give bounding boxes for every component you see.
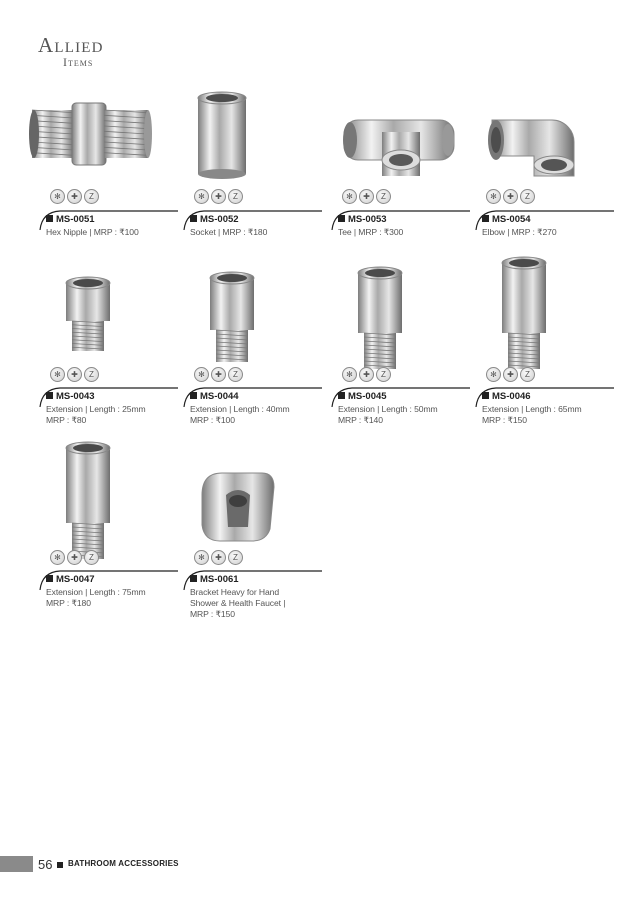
description-line: MRP : ₹180	[46, 598, 91, 608]
product-code-text: MS-0054	[492, 214, 531, 225]
z-handle-icon: Z	[520, 189, 535, 204]
handle-icons	[194, 367, 243, 382]
description-line: Socket | MRP : ₹180	[190, 227, 268, 237]
z-handle-icon: Z	[84, 367, 99, 382]
plus-handle-icon: ✚	[211, 189, 226, 204]
handle-icons	[50, 189, 99, 204]
page-title	[38, 34, 104, 68]
description-line: Extension | Length : 25mm	[46, 404, 146, 414]
product-code-text: MS-0052	[200, 214, 239, 225]
product-code-text: MS-0051	[56, 214, 95, 225]
socket-image	[192, 90, 252, 185]
product-code	[190, 574, 239, 585]
product-code	[482, 391, 531, 402]
handle-icons	[342, 189, 391, 204]
product-code	[482, 214, 531, 225]
section-name: BATHROOM ACCESSORIES	[68, 859, 179, 868]
handle-icons	[194, 189, 243, 204]
handle-icons	[50, 367, 99, 382]
plus-handle-icon: ✚	[503, 189, 518, 204]
product-code-text: MS-0044	[200, 391, 239, 402]
cross-handle-icon: ✻	[50, 550, 65, 565]
product-description	[190, 227, 308, 238]
cross-handle-icon: ✻	[50, 367, 65, 382]
page-footer	[0, 856, 638, 872]
description-line: MRP : ₹140	[338, 415, 383, 425]
description-line: Tee | MRP : ₹300	[338, 227, 404, 237]
cross-handle-icon: ✻	[194, 367, 209, 382]
plus-handle-icon: ✚	[211, 550, 226, 565]
footer-bullet	[57, 862, 63, 868]
elbow-image	[484, 110, 584, 185]
z-handle-icon: Z	[228, 367, 243, 382]
cross-handle-icon: ✻	[342, 189, 357, 204]
plus-handle-icon: ✚	[503, 367, 518, 382]
product-description	[482, 404, 600, 426]
handle-icons	[486, 367, 535, 382]
cross-handle-icon: ✻	[194, 189, 209, 204]
z-handle-icon: Z	[84, 550, 99, 565]
product-description	[46, 587, 164, 609]
product-description	[338, 227, 456, 238]
product-description	[190, 587, 308, 620]
description-line: Extension | Length : 65mm	[482, 404, 582, 414]
product-code-text: MS-0047	[56, 574, 95, 585]
description-line: MRP : ₹150	[190, 609, 235, 619]
description-line: MRP : ₹80	[46, 415, 87, 425]
product-description	[46, 404, 164, 426]
description-line: MRP : ₹100	[190, 415, 235, 425]
handle-icons	[486, 189, 535, 204]
product-description	[338, 404, 456, 426]
z-handle-icon: Z	[520, 367, 535, 382]
product-code	[190, 214, 239, 225]
handle-icons	[194, 550, 243, 565]
z-handle-icon: Z	[228, 189, 243, 204]
product-code	[46, 574, 95, 585]
tee-image	[340, 110, 460, 185]
product-code	[46, 214, 95, 225]
cross-handle-icon: ✻	[342, 367, 357, 382]
product-code	[338, 214, 387, 225]
cross-handle-icon: ✻	[486, 189, 501, 204]
extension-40-image	[192, 270, 272, 377]
product-code-text: MS-0043	[56, 391, 95, 402]
z-handle-icon: Z	[228, 550, 243, 565]
plus-handle-icon: ✚	[359, 189, 374, 204]
extension-25-image	[48, 275, 128, 366]
description-line: Bracket Heavy for Hand	[190, 587, 280, 597]
product-code-text: MS-0045	[348, 391, 387, 402]
description-line: Extension | Length : 40mm	[190, 404, 290, 414]
title-sub: Items	[63, 55, 94, 69]
description-line: Hex Nipple | MRP : ₹100	[46, 227, 139, 237]
z-handle-icon: Z	[376, 367, 391, 382]
plus-handle-icon: ✚	[359, 367, 374, 382]
product-code-text: MS-0046	[492, 391, 531, 402]
description-line: MRP : ₹150	[482, 415, 527, 425]
plus-handle-icon: ✚	[67, 189, 82, 204]
product-code-text: MS-0061	[200, 574, 239, 585]
description-line: Shower & Health Faucet |	[190, 598, 286, 608]
cross-handle-icon: ✻	[486, 367, 501, 382]
handle-icons	[50, 550, 99, 565]
plus-handle-icon: ✚	[67, 550, 82, 565]
description-line: Extension | Length : 75mm	[46, 587, 146, 597]
product-code	[46, 391, 95, 402]
page-number: 56	[38, 857, 53, 872]
hex-nipple-image	[28, 95, 158, 180]
product-code-text: MS-0053	[348, 214, 387, 225]
extension-65-image	[484, 255, 564, 384]
description-line: Extension | Length : 50mm	[338, 404, 438, 414]
cross-handle-icon: ✻	[194, 550, 209, 565]
bracket-image	[192, 465, 282, 550]
cross-handle-icon: ✻	[50, 189, 65, 204]
z-handle-icon: Z	[84, 189, 99, 204]
product-description	[482, 227, 600, 238]
plus-handle-icon: ✚	[67, 367, 82, 382]
description-line: Elbow | MRP : ₹270	[482, 227, 557, 237]
z-handle-icon: Z	[376, 189, 391, 204]
product-description	[190, 404, 308, 426]
product-code	[338, 391, 387, 402]
plus-handle-icon: ✚	[211, 367, 226, 382]
footer-bar	[0, 856, 33, 872]
product-code	[190, 391, 239, 402]
title-main: Allied	[38, 33, 104, 57]
product-description	[46, 227, 164, 238]
handle-icons	[342, 367, 391, 382]
